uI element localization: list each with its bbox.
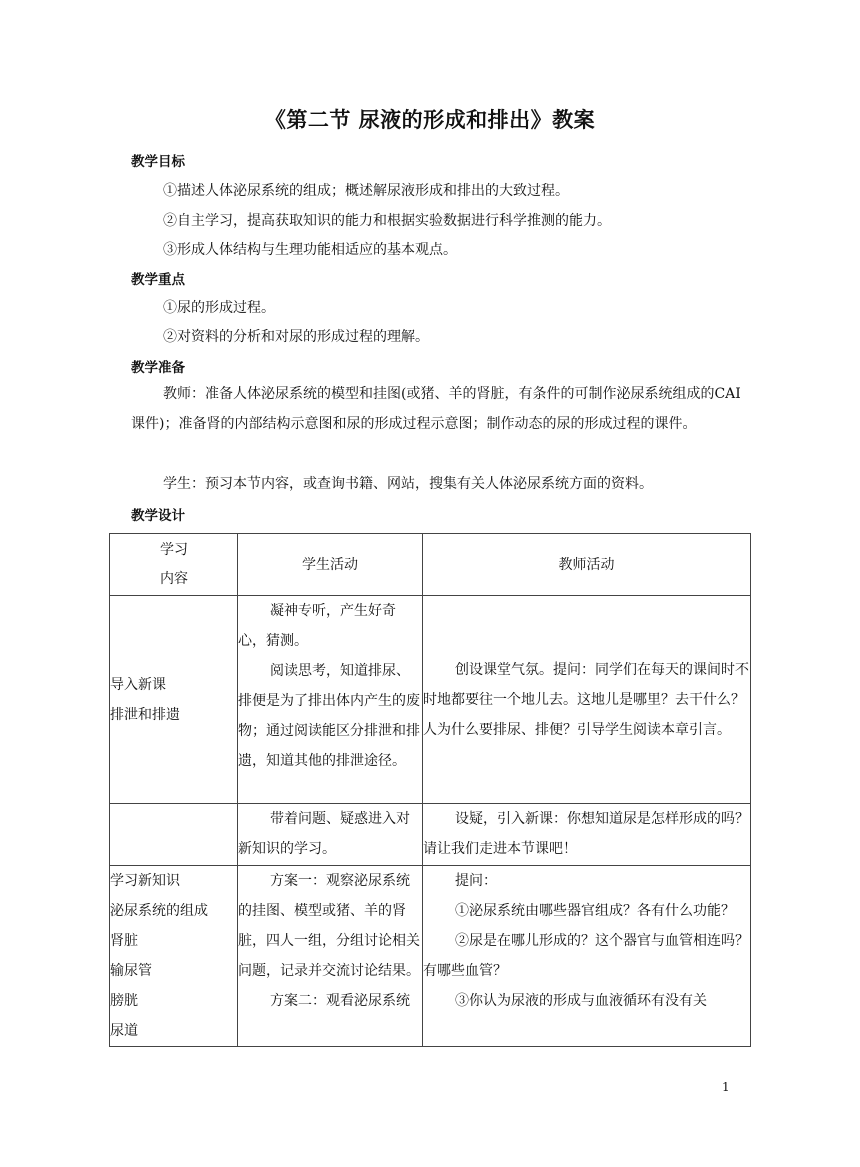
content-line: 肾脏: [110, 933, 138, 949]
heading-key-points: 教学重点: [131, 272, 185, 288]
preparation-teacher: 教师：准备人体泌尿系统的模型和挂图(或猪、羊的肾脏，有条件的可制作泌尿系统组成的CAI课件)；准备肾的内部结构示意图和尿的形成过程示意图；制作动态的尿的形成过程的课件。: [131, 386, 741, 432]
row2-content: [110, 804, 238, 866]
row2-student: [238, 804, 423, 866]
header-content-line: 内容: [160, 570, 188, 587]
row2-teacher: [423, 804, 751, 866]
table-row: [110, 596, 751, 804]
header-learning-content: [110, 534, 238, 596]
header-teacher-activity: 教师活动: [423, 534, 751, 596]
heading-preparation: 教学准备: [131, 360, 185, 376]
teaching-design-table: [109, 533, 751, 1047]
objective-item: ③形成人体结构与生理功能相适应的基本观点。: [163, 242, 457, 258]
content-line: 学习新知识: [110, 873, 180, 889]
student-text: 方案一：观察泌尿系统的挂图、模型或猪、羊的肾脏，四人一组，分组讨论相关问题，记录并交流讨论结果。: [238, 873, 420, 979]
row1-content: [110, 596, 238, 804]
student-text: 带着问题、疑惑进入对新知识的学习。: [238, 811, 410, 857]
heading-design: 教学设计: [131, 508, 185, 524]
table-row: [110, 804, 751, 866]
student-text: 凝神专听，产生好奇心，猜测。: [238, 603, 396, 649]
preparation-student: 学生：预习本节内容，或查询书籍、网站，搜集有关人体泌尿系统方面的资料。: [163, 476, 653, 492]
teacher-text: ①泌尿系统由哪些器官组成？各有什么功能？: [455, 903, 735, 919]
teacher-text: 创设课堂气氛。提问：同学们在每天的课间时不时地都要往一个地儿去。这地儿是哪里？去干什么？人为什么要排尿、排便？引导学生阅读本章引言。: [423, 661, 749, 738]
document-title: 《第二节 尿液的形成和排出》教案: [264, 108, 596, 132]
header-content-line: 学习: [160, 541, 188, 558]
key-point-item: ②对资料的分析和对尿的形成过程的理解。: [163, 329, 429, 345]
teacher-text: ②尿是在哪儿形成的？这个器官与血管相连吗？有哪些血管？: [423, 933, 749, 979]
content-line: 导入新课: [110, 676, 166, 693]
row3-content: [110, 866, 238, 1047]
teacher-text: 设疑，引入新课：你想知道尿是怎样形成的吗？请让我们走进本节课吧！: [423, 811, 749, 857]
student-text: 方案二：观看泌尿系统: [270, 993, 410, 1009]
teacher-text: 提问：: [455, 873, 497, 889]
page-number: 1: [722, 1080, 730, 1094]
teacher-text: ③你认为尿液的形成与血液循环有没有关: [455, 993, 707, 1009]
table-header-row: [110, 534, 751, 596]
header-student-activity: 学生活动: [238, 534, 423, 596]
table-row: [110, 866, 751, 1047]
content-line: 尿道: [110, 1023, 138, 1039]
content-line: 输尿管: [110, 963, 152, 979]
objective-item: ①描述人体泌尿系统的组成；概述解尿液形成和排出的大致过程。: [163, 183, 569, 199]
content-line: 泌尿系统的组成: [110, 903, 208, 919]
key-point-item: ①尿的形成过程。: [163, 300, 275, 316]
row3-student: [238, 866, 423, 1047]
objective-item: ②自主学习，提高获取知识的能力和根据实验数据进行科学推测的能力。: [163, 213, 611, 229]
row3-teacher: [423, 866, 751, 1047]
row1-student: [238, 596, 423, 804]
heading-objectives: 教学目标: [131, 154, 185, 170]
student-text: 阅读思考，知道排尿、排便是为了排出体内产生的废物；通过阅读能区分排泄和排遗，知道其他的排泄途径。: [238, 663, 420, 769]
content-line: 排泄和排遗: [110, 706, 180, 723]
row1-teacher: [423, 596, 751, 804]
content-line: 膀胱: [110, 993, 138, 1009]
